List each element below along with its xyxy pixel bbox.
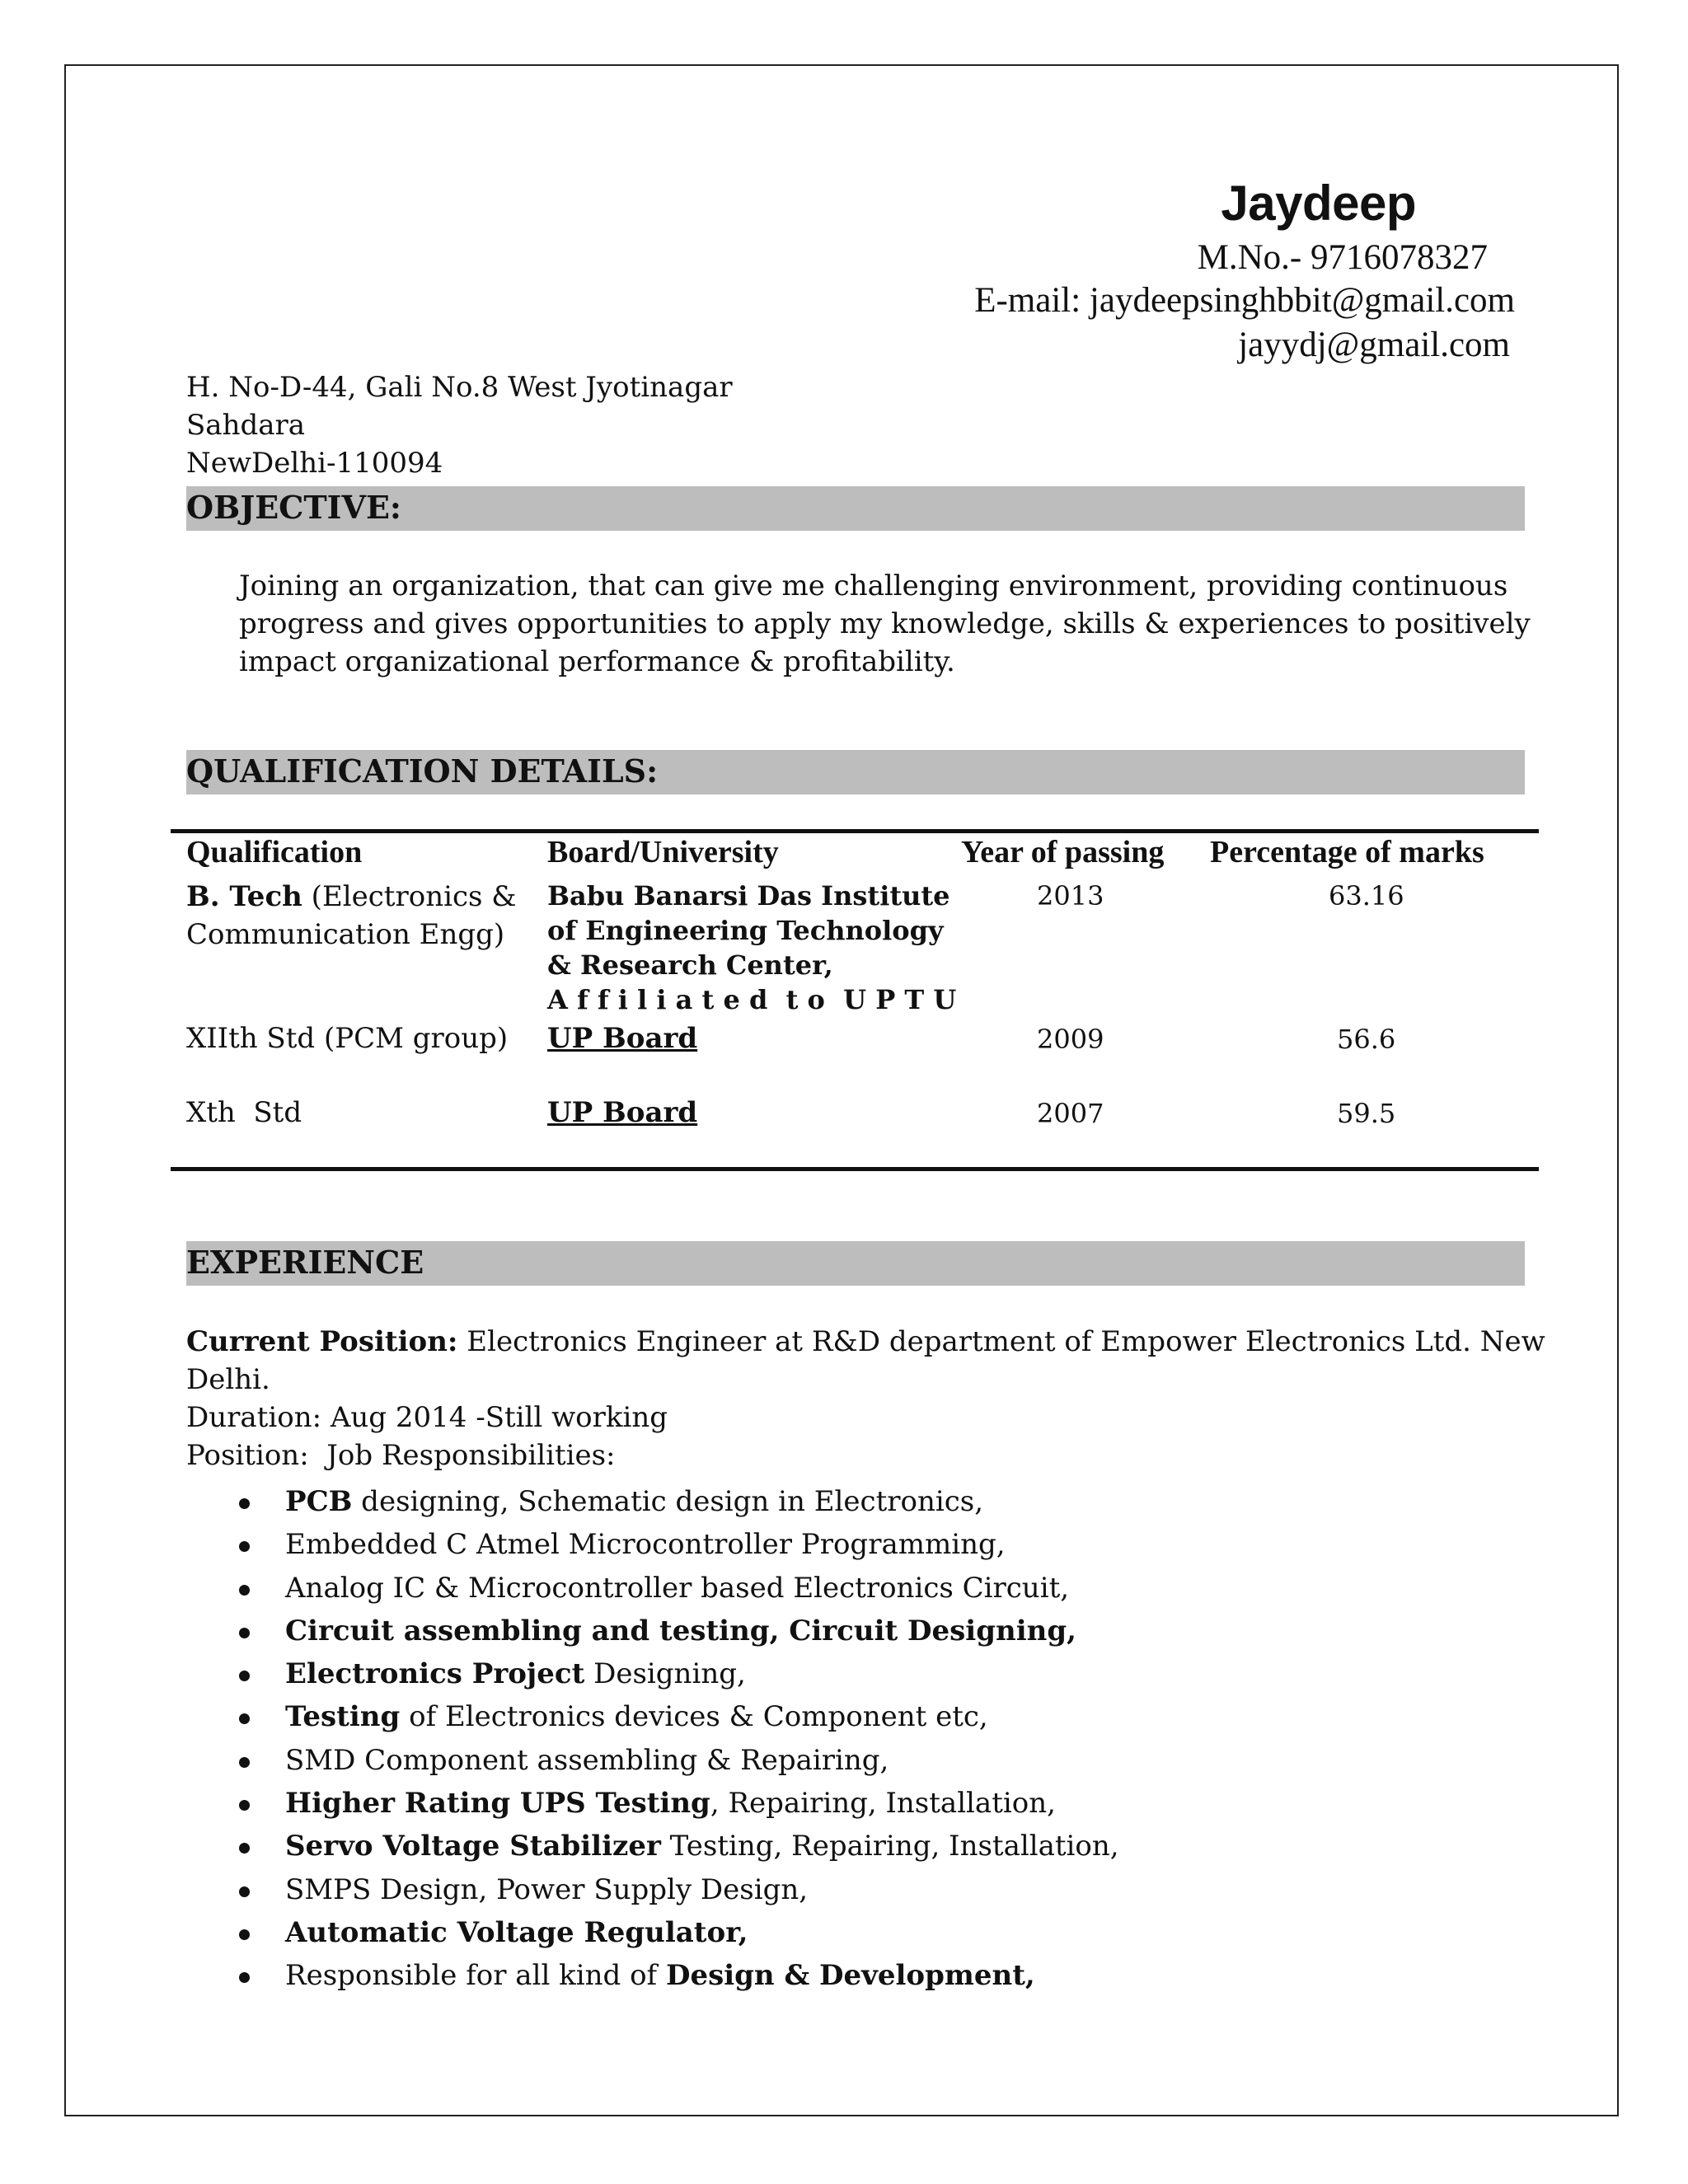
address-line-2: Sahdara [186, 409, 306, 442]
item-bold: Automatic Voltage Regulator, [285, 1915, 748, 1949]
list-item [236, 1825, 1119, 1868]
list-item [236, 1567, 1119, 1610]
list-item [236, 1782, 1119, 1825]
item-text: Embedded C Atmel Microcontroller Programming, [285, 1528, 1006, 1562]
current-position-text: Electronics Engineer at R&D department of Empower Electronics Ltd. New [457, 1325, 1545, 1358]
list-item [236, 1954, 1119, 1997]
current-position-label: Current Position: [186, 1325, 458, 1358]
year-cell: 2009 [1037, 1024, 1104, 1055]
qualification-heading: QUALIFICATION DETAILS: [186, 752, 659, 790]
column-header-board: Board/University [547, 835, 779, 869]
objective-paragraph [239, 567, 1541, 681]
item-bold: Servo Voltage Stabilizer [285, 1830, 661, 1863]
item-text: Testing, Repairing, Installation, [660, 1830, 1119, 1863]
address-line-1: H. No-D-44, Gali No.8 West Jyotinagar [186, 371, 733, 404]
item-bold: Circuit assembling and testing, Circuit Designing, [285, 1614, 1076, 1647]
qualification-heading-band [186, 750, 1525, 794]
duration: Duration: Aug 2014 -Still working [186, 1401, 668, 1434]
board-cell-line: & Research Center, [547, 949, 833, 981]
item-text: SMD Component assembling & Repairing, [285, 1743, 889, 1777]
objective-heading-band [186, 486, 1525, 531]
qualification-cell-line2: Communication Engg) [186, 918, 505, 951]
list-item [236, 1610, 1119, 1652]
board-cell-line: A f f i l i a t e d t o U P T U [547, 984, 957, 1015]
item-text: Analog IC & Microcontroller based Electronics Circuit, [285, 1571, 1070, 1605]
qualification-cell: XIIth Std (PCM group) [186, 1022, 509, 1055]
objective-heading: OBJECTIVE: [186, 489, 401, 526]
table-bottom-rule [171, 1167, 1539, 1171]
item-text: SMPS Design, Power Supply Design, [285, 1872, 809, 1906]
item-text: of Electronics devices & Component etc, [400, 1700, 988, 1734]
board-cell: UP Board [547, 1022, 698, 1055]
email-primary: E-mail: jaydeepsinghbbit@gmail.com [974, 281, 1515, 320]
list-item [236, 1523, 1119, 1566]
board-cell: UP Board [547, 1096, 698, 1129]
column-header-percentage: Percentage of marks [1210, 835, 1484, 869]
objective-line: impact organizational performance & profitability. [239, 645, 955, 678]
position-label: Position: Job Responsibilities: [186, 1439, 616, 1472]
item-bold: Higher Rating UPS Testing [285, 1787, 710, 1821]
item-bold: PCB [285, 1485, 353, 1518]
qualification-degree: B. Tech [186, 880, 302, 913]
qualification-cell [186, 880, 517, 913]
board-cell-line: of Engineering Technology [547, 915, 944, 946]
year-cell: 2007 [1037, 1098, 1104, 1129]
current-position [186, 1325, 1545, 1358]
item-text: , Repairing, Installation, [710, 1787, 1056, 1821]
item-bold: Design & Development, [665, 1959, 1035, 1993]
percentage-cell: 56.6 [1337, 1024, 1396, 1055]
table-top-rule [171, 829, 1539, 833]
candidate-name: Jaydeep [1221, 176, 1416, 231]
mobile-number: M.No.- 9716078327 [1197, 238, 1488, 277]
list-item [236, 1695, 1119, 1738]
objective-line: progress and gives opportunities to apply my knowledge, skills & experiences to positively [239, 607, 1531, 640]
email-secondary: jayydj@gmail.com [1238, 326, 1510, 364]
column-header-qualification: Qualification [186, 835, 363, 869]
list-item [236, 1480, 1119, 1523]
list-item [236, 1868, 1119, 1911]
percentage-cell: 59.5 [1337, 1098, 1396, 1129]
column-header-year: Year of passing [961, 835, 1165, 869]
current-position-continued: Delhi. [186, 1363, 270, 1396]
percentage-cell: 63.16 [1329, 880, 1404, 912]
experience-heading: EXPERIENCE [186, 1244, 424, 1281]
board-cell-line: Babu Banarsi Das Institute [547, 880, 950, 912]
address-line-3: NewDelhi-110094 [186, 447, 443, 480]
item-bold: Testing [285, 1700, 401, 1734]
qualification-cell: Xth Std [186, 1096, 302, 1129]
responsibilities-list [236, 1480, 1119, 1998]
item-text: designing, Schematic design in Electronics, [352, 1485, 984, 1518]
objective-line: Joining an organization, that can give me challenging environment, providing continuous [239, 569, 1508, 602]
list-item [236, 1652, 1119, 1695]
year-cell: 2013 [1037, 880, 1104, 912]
item-text: Responsible for all kind of [285, 1959, 666, 1993]
list-item [236, 1739, 1119, 1782]
list-item [236, 1911, 1119, 1954]
experience-heading-band [186, 1241, 1525, 1286]
item-bold: Electronics Project [285, 1657, 585, 1691]
item-text: Designing, [584, 1657, 746, 1691]
qualification-branch: (Electronics & [302, 880, 517, 913]
